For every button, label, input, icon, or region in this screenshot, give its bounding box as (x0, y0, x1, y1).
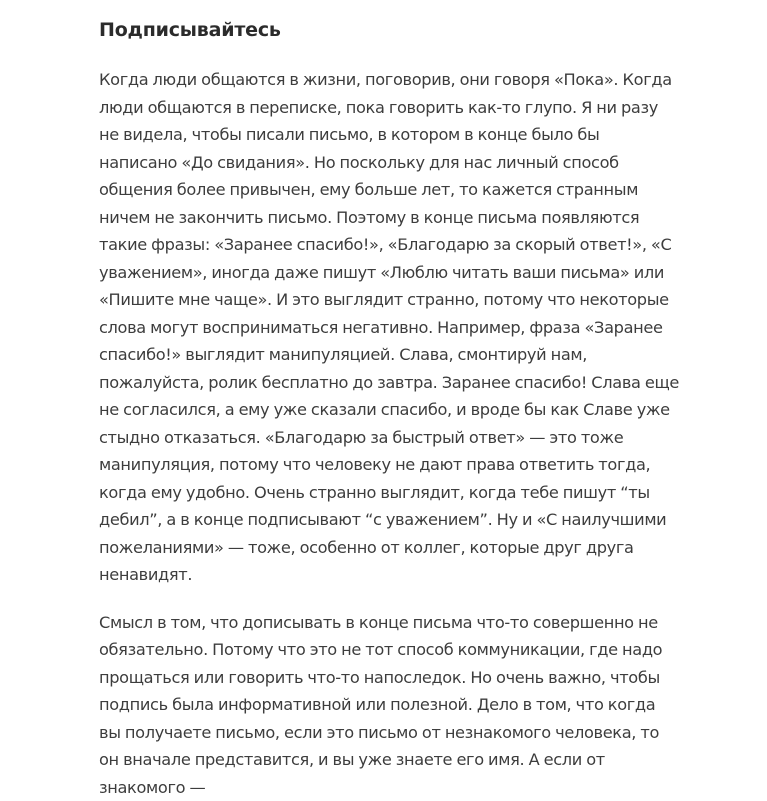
article-body (99, 0, 679, 801)
section-heading: Подписывайтесь (99, 16, 679, 44)
paragraph-signature-purpose: Смысл в том, что дописывать в конце письма что-то совершенно не обязательно. Потому что это не тот способ коммуникации, где надо прощаться или говорить что-то напоследок. Но очень важно, чтобы подпись была информативной или полезной. Дело в том, что когда вы получаете письмо, если это письмо от незнакомого человека, то он вначале представится, и вы уже знаете его имя. А если от знакомого — (99, 609, 679, 801)
paragraph-signature-phrases: Когда люди общаются в жизни, поговорив, они говоря «Пока». Когда люди общаются в переписке, пока говорить как-то глупо. Я ни разу не видела, чтобы писали письмо, в котором в конце было бы написано «До свидания». Но поскольку для нас личный способ общения более привычен, ему больше лет, то кажется странным ничем не закончить письмо. Поэтому в конце письма появляются такие фразы: «Заранее спасибо!», «Благодарю за скорый ответ!», «С уважением», иногда даже пишут «Люблю читать ваши письма» или «Пишите мне чаще». И это выглядит странно, потому что некоторые слова могут восприниматься негативно. Например, фраза «Заранее спасибо!» выглядит манипуляцией. Слава, смонтируй нам, пожалуйста, ролик бесплатно до завтра. Заранее спасибо! Слава еще не согласился, а ему уже сказали спасибо, и вроде бы как Славе уже стыдно отказаться. «Благодарю за быстрый ответ» — это тоже манипуляция, потому что человеку не дают права ответить тогда, когда ему удобно. Очень странно выглядит, когда тебе пишут “ты дебил”, а в конце подписывают “с уважением”. Ну и «С наилучшими пожеланиями» — тоже, особенно от коллег, которые друг друга ненавидят. (99, 66, 679, 589)
